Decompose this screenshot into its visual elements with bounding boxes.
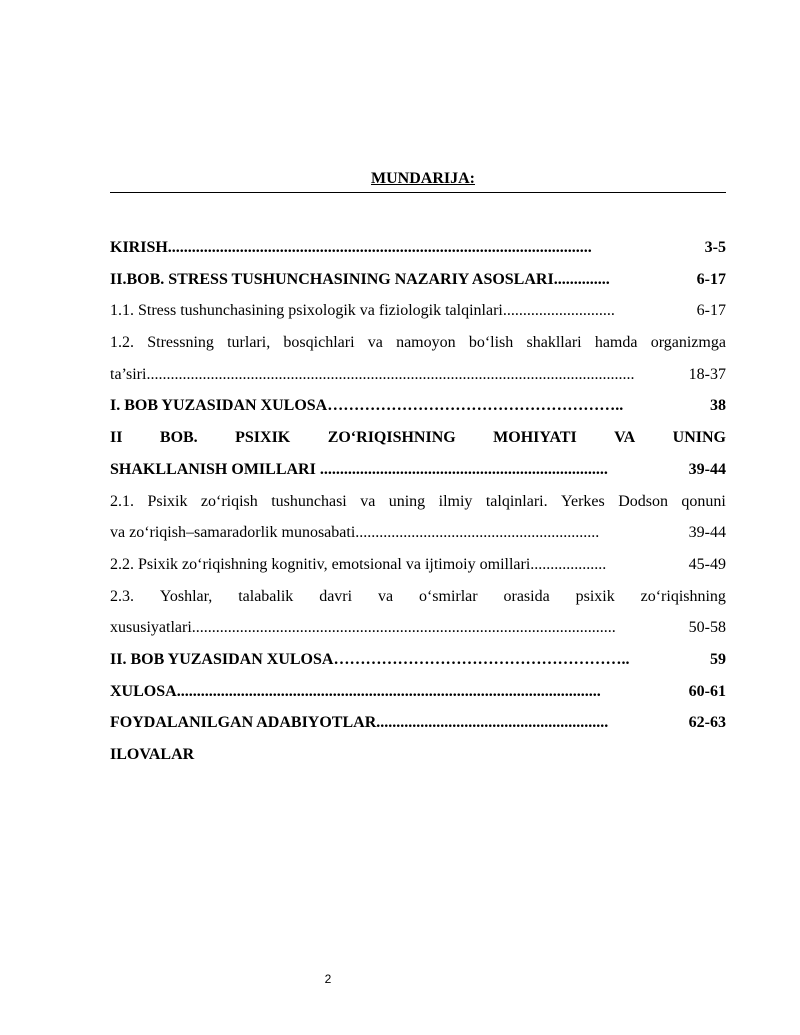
toc-entry-text: 1.1. Stress tushunchasining psixologik va fiziologik talqinlari (110, 302, 503, 320)
toc-word: turlari, (227, 334, 271, 352)
toc-page-number: 62-63 (688, 714, 726, 732)
toc-entry-kirish (110, 232, 726, 264)
toc-leader-dots: .......................................................................................................................... (146, 365, 635, 383)
toc-leader-dots: ……………………………………………….. (333, 650, 630, 668)
toc-leader-dots: ................... (530, 555, 607, 573)
toc-entry-xulosa1 (110, 390, 726, 422)
toc-word: 1.2. (110, 334, 134, 352)
toc-entry-ilovalar (110, 739, 726, 771)
toc-word: va (367, 334, 383, 352)
toc-leader-dots: .......................................................................................................... (191, 619, 616, 637)
toc-entry-text: XULOSA (110, 682, 177, 700)
toc-page-number: 50-58 (688, 619, 726, 637)
toc-word: psixik (575, 587, 615, 605)
toc-word: II (110, 429, 123, 447)
toc-word: qonuni (681, 492, 726, 510)
toc-word: hamda (594, 334, 638, 352)
toc-entry-text: II. BOB YUZASIDAN XULOSA (110, 650, 334, 668)
toc-entry-text: 2.2. Psixik zo‘riqishning kognitiv, emotsional va ijtimoiy omillari (110, 555, 531, 573)
toc-leader-dots: .......................................................... (376, 714, 609, 732)
toc-page-number: 6-17 (696, 270, 726, 288)
toc-word: talabalik (238, 587, 294, 605)
table-of-contents (110, 232, 726, 771)
toc-page-number: 39-44 (688, 460, 726, 478)
toc-entry-text: FOYDALANILGAN ADABIYOTLAR (110, 714, 377, 732)
toc-page-number: 45-49 (688, 555, 726, 573)
toc-entry-s12a (110, 327, 726, 359)
toc-entry-s22 (110, 549, 726, 581)
toc-entry-text: II.BOB. STRESS TUSHUNCHASINING NAZARIY ASOSLARI (110, 270, 554, 288)
toc-entry-xulosa (110, 676, 726, 708)
page-number: 2 (324, 972, 332, 986)
heading-underline (110, 170, 726, 193)
toc-entry-text: va zo‘riqish–samaradorlik munosabati (110, 524, 356, 542)
toc-entry-text: xususiyatlari (110, 619, 192, 637)
toc-entry-ch2-main (110, 264, 726, 296)
toc-leader-dots: ............................ (502, 302, 615, 320)
toc-word: va (360, 492, 376, 510)
toc-word: Psixik (147, 492, 188, 510)
toc-entry-s21a (110, 486, 726, 518)
toc-page-number: 6-17 (696, 302, 726, 320)
toc-leader-dots: .......................................................................................................... (176, 682, 601, 700)
toc-leader-dots: ……………………………………………….. (327, 397, 624, 415)
toc-entry-text: KIRISH (110, 239, 168, 256)
toc-word: UNING (672, 429, 726, 447)
toc-word: bo‘lish (468, 334, 514, 352)
toc-word: o‘smirlar (418, 587, 478, 605)
toc-leader-dots: ............................................................. (355, 524, 600, 542)
toc-word: tushunchasi (271, 492, 347, 510)
toc-entry-ch2b (110, 454, 726, 486)
toc-entry-xulosa2 (110, 644, 726, 676)
toc-entry-s12b (110, 359, 726, 391)
toc-word: 2.3. (110, 587, 134, 605)
toc-leader-dots: .............. (553, 270, 610, 288)
toc-entry-s23b (110, 612, 726, 644)
toc-word: zo‘riqishning (640, 587, 726, 605)
toc-entry-ch2a (110, 422, 726, 454)
toc-word: 2.1. (110, 492, 134, 510)
toc-page-number: 39-44 (688, 524, 726, 542)
toc-page-number: 38 (710, 397, 726, 415)
toc-word: namoyon (396, 334, 456, 352)
toc-word: BOB. (159, 429, 198, 447)
toc-leader-dots: .......................................................................................................... (167, 239, 592, 256)
toc-word: Dodson (618, 492, 668, 510)
toc-leader-dots: ........................................................................ (319, 460, 608, 478)
toc-word: ilmiy (438, 492, 473, 510)
toc-entry-text: SHAKLLANISH OMILLARI (110, 460, 320, 478)
toc-word: davri (319, 587, 353, 605)
toc-entry-text: ILOVALAR (110, 746, 195, 763)
toc-word: bosqichlari (283, 334, 355, 352)
toc-entry-text: I. BOB YUZASIDAN XULOSA (110, 397, 328, 415)
toc-word: MOHIYATI (493, 429, 577, 447)
toc-word: zo‘riqish (200, 492, 258, 510)
toc-word: Yoshlar, (159, 587, 213, 605)
toc-word: uning (388, 492, 426, 510)
toc-entry-s11 (110, 295, 726, 327)
toc-entry-adabiyot (110, 707, 726, 739)
toc-word: Yerkes (561, 492, 605, 510)
toc-word: talqinlari. (485, 492, 548, 510)
toc-word: orasida (503, 587, 550, 605)
toc-page-number: 60-61 (688, 682, 726, 700)
toc-entry-text: ta’siri (110, 365, 147, 383)
toc-page-number: 3-5 (704, 239, 726, 256)
page-title: MUNDARIJA: (371, 170, 475, 187)
toc-word: PSIXIK (235, 429, 291, 447)
toc-word: va (377, 587, 394, 605)
toc-page-number: 59 (710, 650, 726, 668)
toc-word: VA (614, 429, 636, 447)
toc-page-number: 18-37 (688, 365, 726, 383)
toc-word: shakllari (526, 334, 582, 352)
toc-word: ZO‘RIQISHNING (327, 429, 456, 447)
toc-entry-s21b (110, 517, 726, 549)
toc-word: organizmga (650, 334, 726, 352)
toc-word: Stressning (147, 334, 214, 352)
toc-entry-s23a (110, 581, 726, 613)
